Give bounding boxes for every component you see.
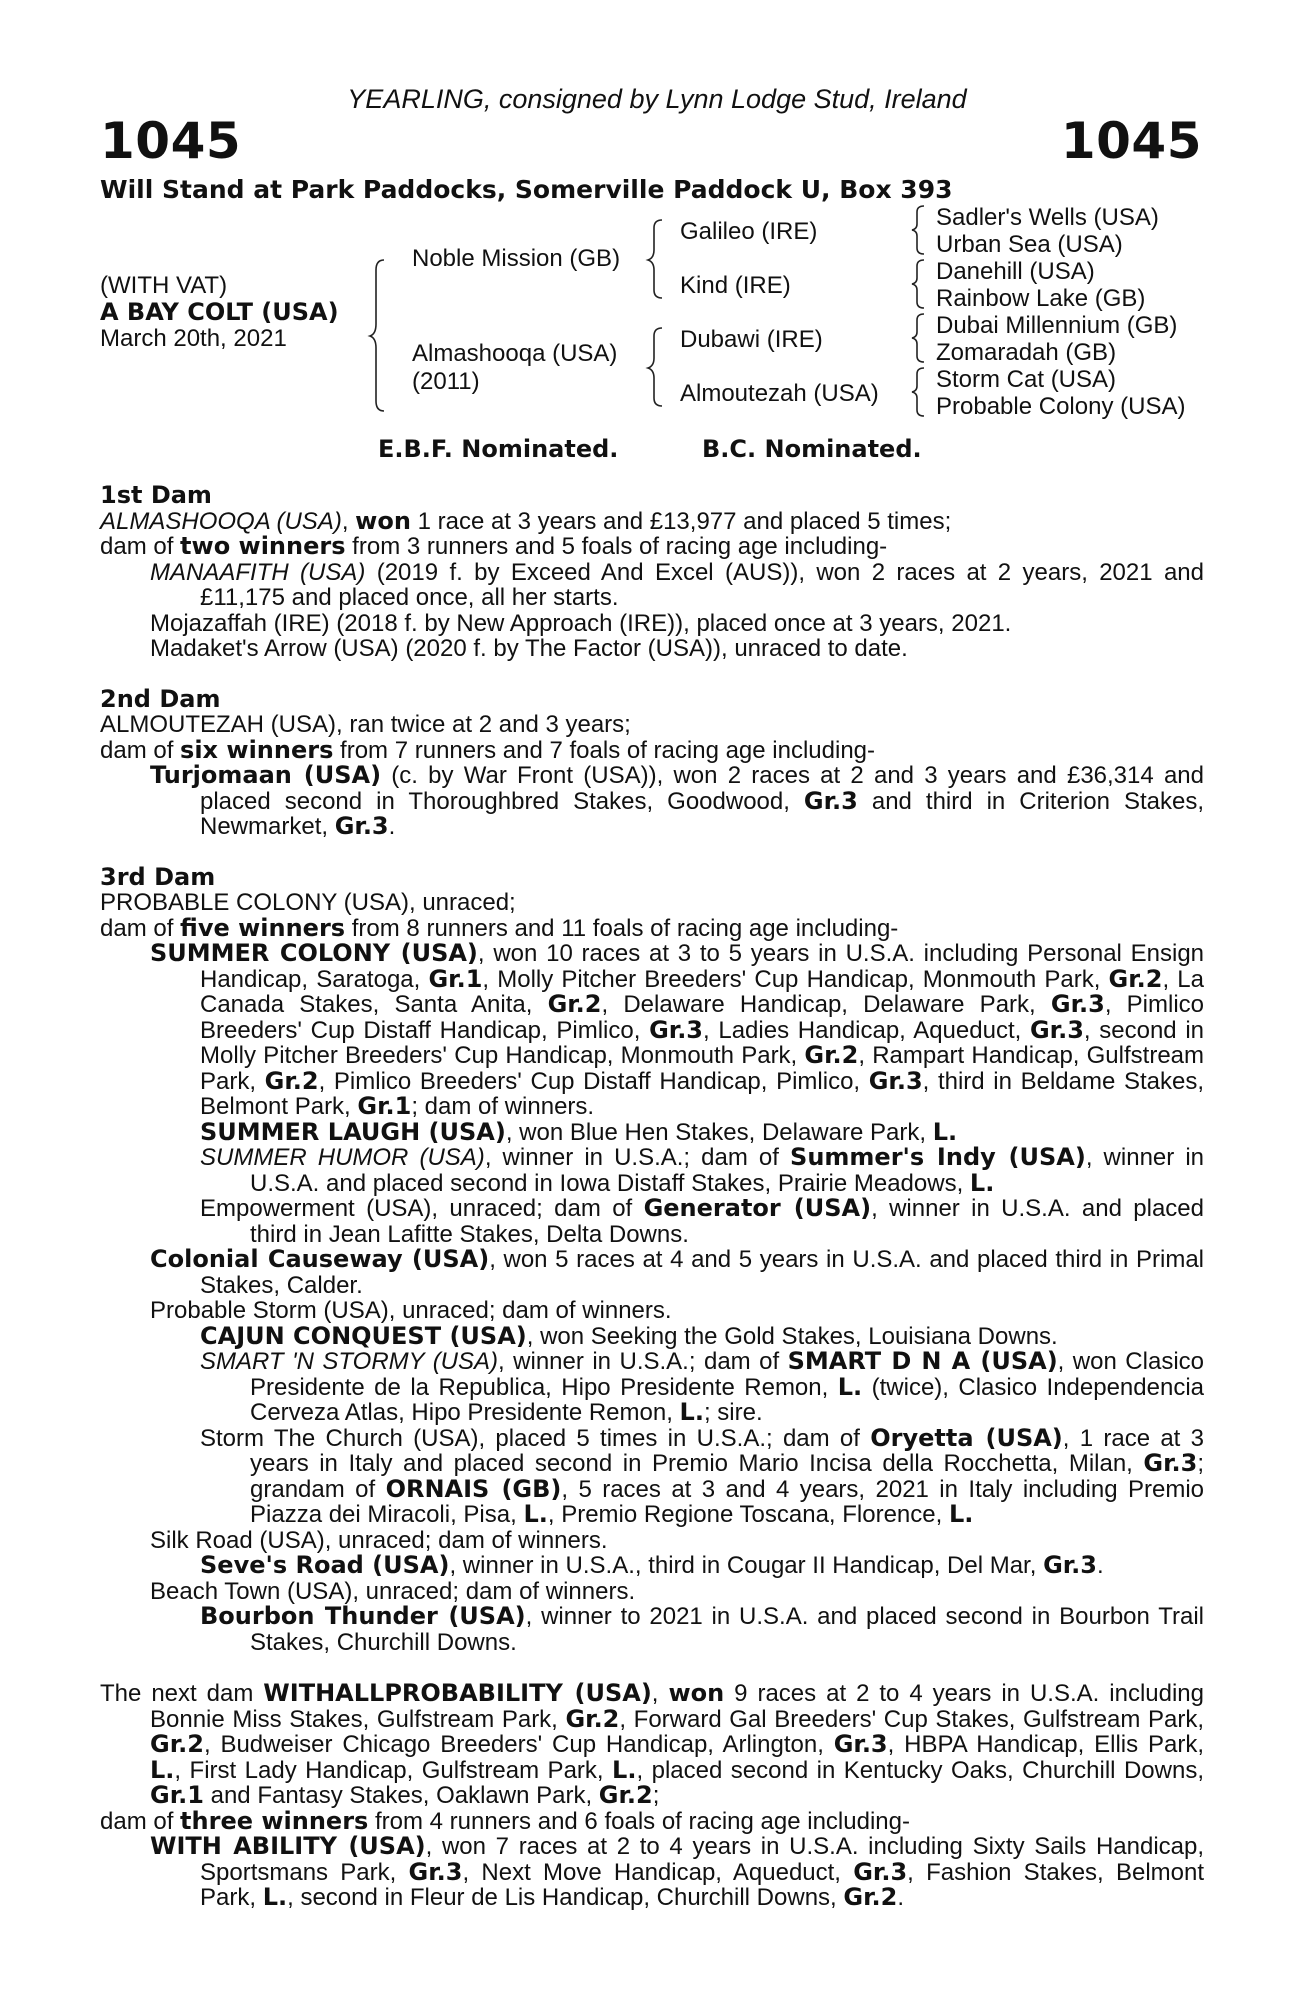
second-dam-heading: 2nd Dam [100, 684, 221, 713]
sire: Noble Mission (GB) [412, 245, 621, 272]
produce-entry: Probable Storm (USA), unraced; dam of winners. [150, 1297, 672, 1324]
main-bracket [372, 258, 392, 413]
lot-number-right: 1045 [1060, 112, 1202, 170]
grand-dam-2: Rainbow Lake (GB) [936, 285, 1146, 312]
grand-sire-1: Sadler's Wells (USA) [936, 204, 1159, 231]
produce-entry: CAJUN CONQUEST (USA), won Seeking the Gold Stakes, Louisiana Downs. [200, 1321, 1058, 1350]
first-dam-record: ALMASHOOQA (USA), won 1 race at 3 years and £13,977 and placed 5 times; [100, 506, 952, 535]
produce-entry: WITH ABILITY (USA), won 7 races at 2 to 4 years in U.S.A. including Sixty Sails Handicap, Sportsmans Park, Gr.3, Next Move Handicap, Aqueduct, Gr.3, Fashion Stakes, Belmont Park, L., second in Fleur de Lis Handicap, Churchill Downs, Gr.2. [150, 1832, 1205, 1911]
bc-nominated: B.C. Nominated. [702, 435, 922, 463]
grand-sire-3: Dubai Millennium (GB) [936, 312, 1178, 339]
produce-entry: SUMMER COLONY (USA), won 10 races at 3 to 5 years in U.S.A. including Personal Ensign Handicap, Saratoga, Gr.1, Molly Pitcher Breeders' Cup Handicap, Monmouth Park, Gr.2, La Canada Stakes, Santa Anita, Gr.2, Delaware Handicap, Delaware Park, Gr.3, Pimlico Breeders' Cup Distaff Handicap, Pimlico, Gr.3, Ladies Handicap, Aqueduct, Gr.3, second in Molly Pitcher Breeders' Cup Handicap, Monmouth Park, Gr.2, Rampart Handicap, Gulfstream Park, Gr.2, Pimlico Breeders' Cup Distaff Handicap, Pimlico, Gr.3, third in Beldame Stakes, Belmont Park, Gr.1; dam of winners. [150, 939, 1205, 1120]
second-dam-produce: dam of six winners from 7 runners and 7 foals of racing age including- [100, 735, 876, 764]
sire-dam: Kind (IRE) [680, 272, 791, 299]
produce-entry: Bourbon Thunder (USA), winner to 2021 in U.S.A. and placed second in Bourbon Trail Stakes, Churchill Downs. [200, 1602, 1205, 1656]
dam-year: (2011) [412, 368, 480, 395]
produce-entry: Mojazaffah (IRE) (2018 f. by New Approach (IRE)), placed once at 3 years, 2021. [150, 609, 1012, 637]
grand-sire-4: Storm Cat (USA) [936, 366, 1117, 393]
dam-dam: Almoutezah (USA) [680, 380, 879, 407]
bracket-g1 [912, 204, 932, 256]
horse-name: A BAY COLT (USA) [100, 298, 339, 326]
foaling-date: March 20th, 2021 [100, 325, 287, 352]
produce-entry: Colonial Causeway (USA), won 5 races at 4 and 5 years in U.S.A. and placed third in Primal Stakes, Calder. [150, 1245, 1204, 1299]
dam-sire: Dubawi (IRE) [680, 326, 823, 353]
lot-number-left: 1045 [100, 112, 242, 170]
produce-entry: Seve's Road (USA), winner in U.S.A., third in Cougar II Handicap, Del Mar, Gr.3. [200, 1551, 1104, 1579]
produce-entry: Turjomaan (USA) (c. by War Front (USA)), won 2 races at 2 and 3 years and £36,314 and placed second in Thoroughbred Stakes, Goodwood, Gr.3 and third in Criterion Stakes, Newmarket, Gr.3. [150, 761, 1204, 840]
third-dam-produce: dam of five winners from 8 runners and 11 foals of racing age including- [100, 913, 899, 942]
produce-entry: MANAAFITH (USA) (2019 f. by Exceed And Excel (AUS)), won 2 races at 2 years, 2021 and £11,175 and placed once, all her starts. [150, 558, 1204, 611]
dam-bracket [650, 326, 670, 408]
catalogue-body [100, 483, 1204, 1911]
produce-entry: Beach Town (USA), unraced; dam of winners. [150, 1577, 636, 1605]
grand-sire-2: Danehill (USA) [936, 258, 1095, 285]
first-dam-heading: 1st Dam [100, 481, 212, 509]
grand-dam-4: Probable Colony (USA) [936, 393, 1186, 420]
produce-entry: SUMMER LAUGH (USA), won Blue Hen Stakes, Delaware Park, L. [200, 1117, 958, 1146]
bracket-g2 [912, 258, 932, 310]
bracket-g4 [912, 366, 932, 418]
second-dam-record: ALMOUTEZAH (USA), ran twice at 2 and 3 years; [100, 711, 631, 738]
produce-entry: Storm The Church (USA), placed 5 times in U.S.A.; dam of Oryetta (USA), 1 race at 3 years in Italy and placed second in Premio Mario Incisa della Rocchetta, Milan, Gr.3; grandam of ORNAIS (GB), 5 races at 3 and 4 years, 2021 in Italy including Premio Piazza dei Miracoli, Pisa, L., Premio Regione Toscana, Florence, L. [200, 1423, 1205, 1528]
ebf-nominated: E.B.F. Nominated. [378, 435, 619, 463]
dam: Almashooqa (USA) [412, 340, 618, 367]
sire-sire: Galileo (IRE) [680, 218, 818, 245]
bracket-g3 [912, 312, 932, 364]
grand-dam-1: Urban Sea (USA) [936, 231, 1123, 258]
third-dam-record: PROBABLE COLONY (USA), unraced; [100, 889, 516, 916]
vat-note: (WITH VAT) [100, 272, 228, 299]
first-dam-produce: dam of two winners from 3 runners and 5 foals of racing age including- [100, 532, 888, 560]
produce-entry: Silk Road (USA), unraced; dam of winners. [150, 1526, 608, 1554]
consignment-line: YEARLING, consigned by Lynn Lodge Stud, Ireland [347, 84, 967, 114]
produce-entry: SMART 'N STORMY (USA), winner in U.S.A.; dam of SMART D N A (USA), won Clasico Presidente de la Republica, Hipo Presidente Remon, L. (twice), Clasico Independencia Cerveza Atlas, Hipo Presidente Remon, L.; sire. [200, 1347, 1205, 1426]
grand-dam-3: Zomaradah (GB) [936, 339, 1117, 366]
stand-location: Will Stand at Park Paddocks, Somerville Paddock U, Box 393 [100, 175, 953, 204]
produce-entry: Madaket's Arrow (USA) (2020 f. by The Factor (USA)), unraced to date. [150, 635, 908, 662]
next-dam-record: The next dam WITHALLPROBABILITY (USA), won 9 races at 2 to 4 years in U.S.A. including Bonnie Miss Stakes, Gulfstream Park, Gr.2, Forward Gal Breeders' Cup Stakes, Gulfstream Park, Gr.2, Budweiser Chicago Breeders' Cup Handicap, Arlington, Gr.3, HBPA Handicap, Ellis Park, L., First Lady Handicap, Gulfstream Park, L., placed second in Kentucky Oaks, Churchill Downs, Gr.1 and Fantasy Stakes, Oaklawn Park, Gr.2; [100, 1679, 1205, 1809]
produce-entry: Empowerment (USA), unraced; dam of Generator (USA), winner in U.S.A. and placed third in Jean Lafitte Stakes, Delta Downs. [200, 1194, 1204, 1248]
third-dam-heading: 3rd Dam [100, 862, 216, 891]
sire-bracket [650, 218, 670, 300]
next-dam-produce: dam of three winners from 4 runners and 6 foals of racing age including- [100, 1806, 910, 1835]
produce-entry: SUMMER HUMOR (USA), winner in U.S.A.; dam of Summer's Indy (USA), winner in U.S.A. and placed second in Iowa Distaff Stakes, Prairie Meadows, L. [200, 1143, 1205, 1197]
